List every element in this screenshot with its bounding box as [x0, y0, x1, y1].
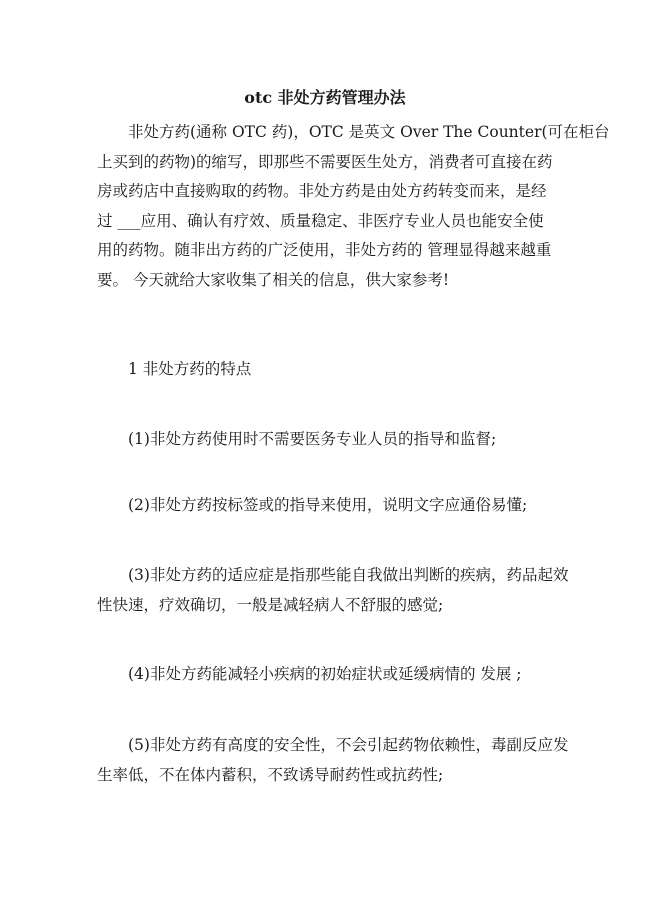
intro-line: 过 ___应用、确认有疗效、质量稳定、非医疗专业人员也能安全使: [97, 211, 544, 230]
intro-line: 要。 今天就给大家收集了相关的信息，供大家参考!: [97, 270, 450, 289]
list-item: (3)非处方药的适应症是指那些能自我做出判断的疾病，药品起效 性快速，疗效确切，一般是减轻病人不舒服的感觉;: [97, 566, 569, 614]
intro-line: 房或药店中直接购取的药物。非处方药是由处方药转变而来，是经: [97, 182, 547, 200]
intro-line: 上买到的药物)的缩写，即那些不需要医生处方，消费者可直接在药: [97, 152, 553, 171]
intro-line: 用的药物。随非出方药的广泛使用，非处方药的 管理显得越来越重: [97, 241, 552, 259]
list-item: (4)非处方药能减轻小疾病的初始症状或延缓病情的 发展 ;: [128, 665, 522, 683]
list-item: (1)非处方药使用时不需要医务专业人员的指导和监督;: [128, 430, 497, 448]
intro-paragraph: [97, 118, 610, 295]
document-title: otc 非处方药管理办法: [244, 88, 406, 107]
list-item: (5)非处方药有高度的安全性，不会引起药物依赖性，毒副反应发 生率低，不在体内蓄积，不致诱导耐药性或抗药性;: [97, 736, 569, 784]
list-item: (2)非处方药按标签或的指导来使用，说明文字应通俗易懂;: [128, 496, 528, 514]
section-heading: 1 非处方药的特点: [128, 360, 252, 378]
intro-line: 非处方药(通称 OTC 药)，OTC 是英文 Over The Counter(可在柜台: [128, 123, 610, 141]
